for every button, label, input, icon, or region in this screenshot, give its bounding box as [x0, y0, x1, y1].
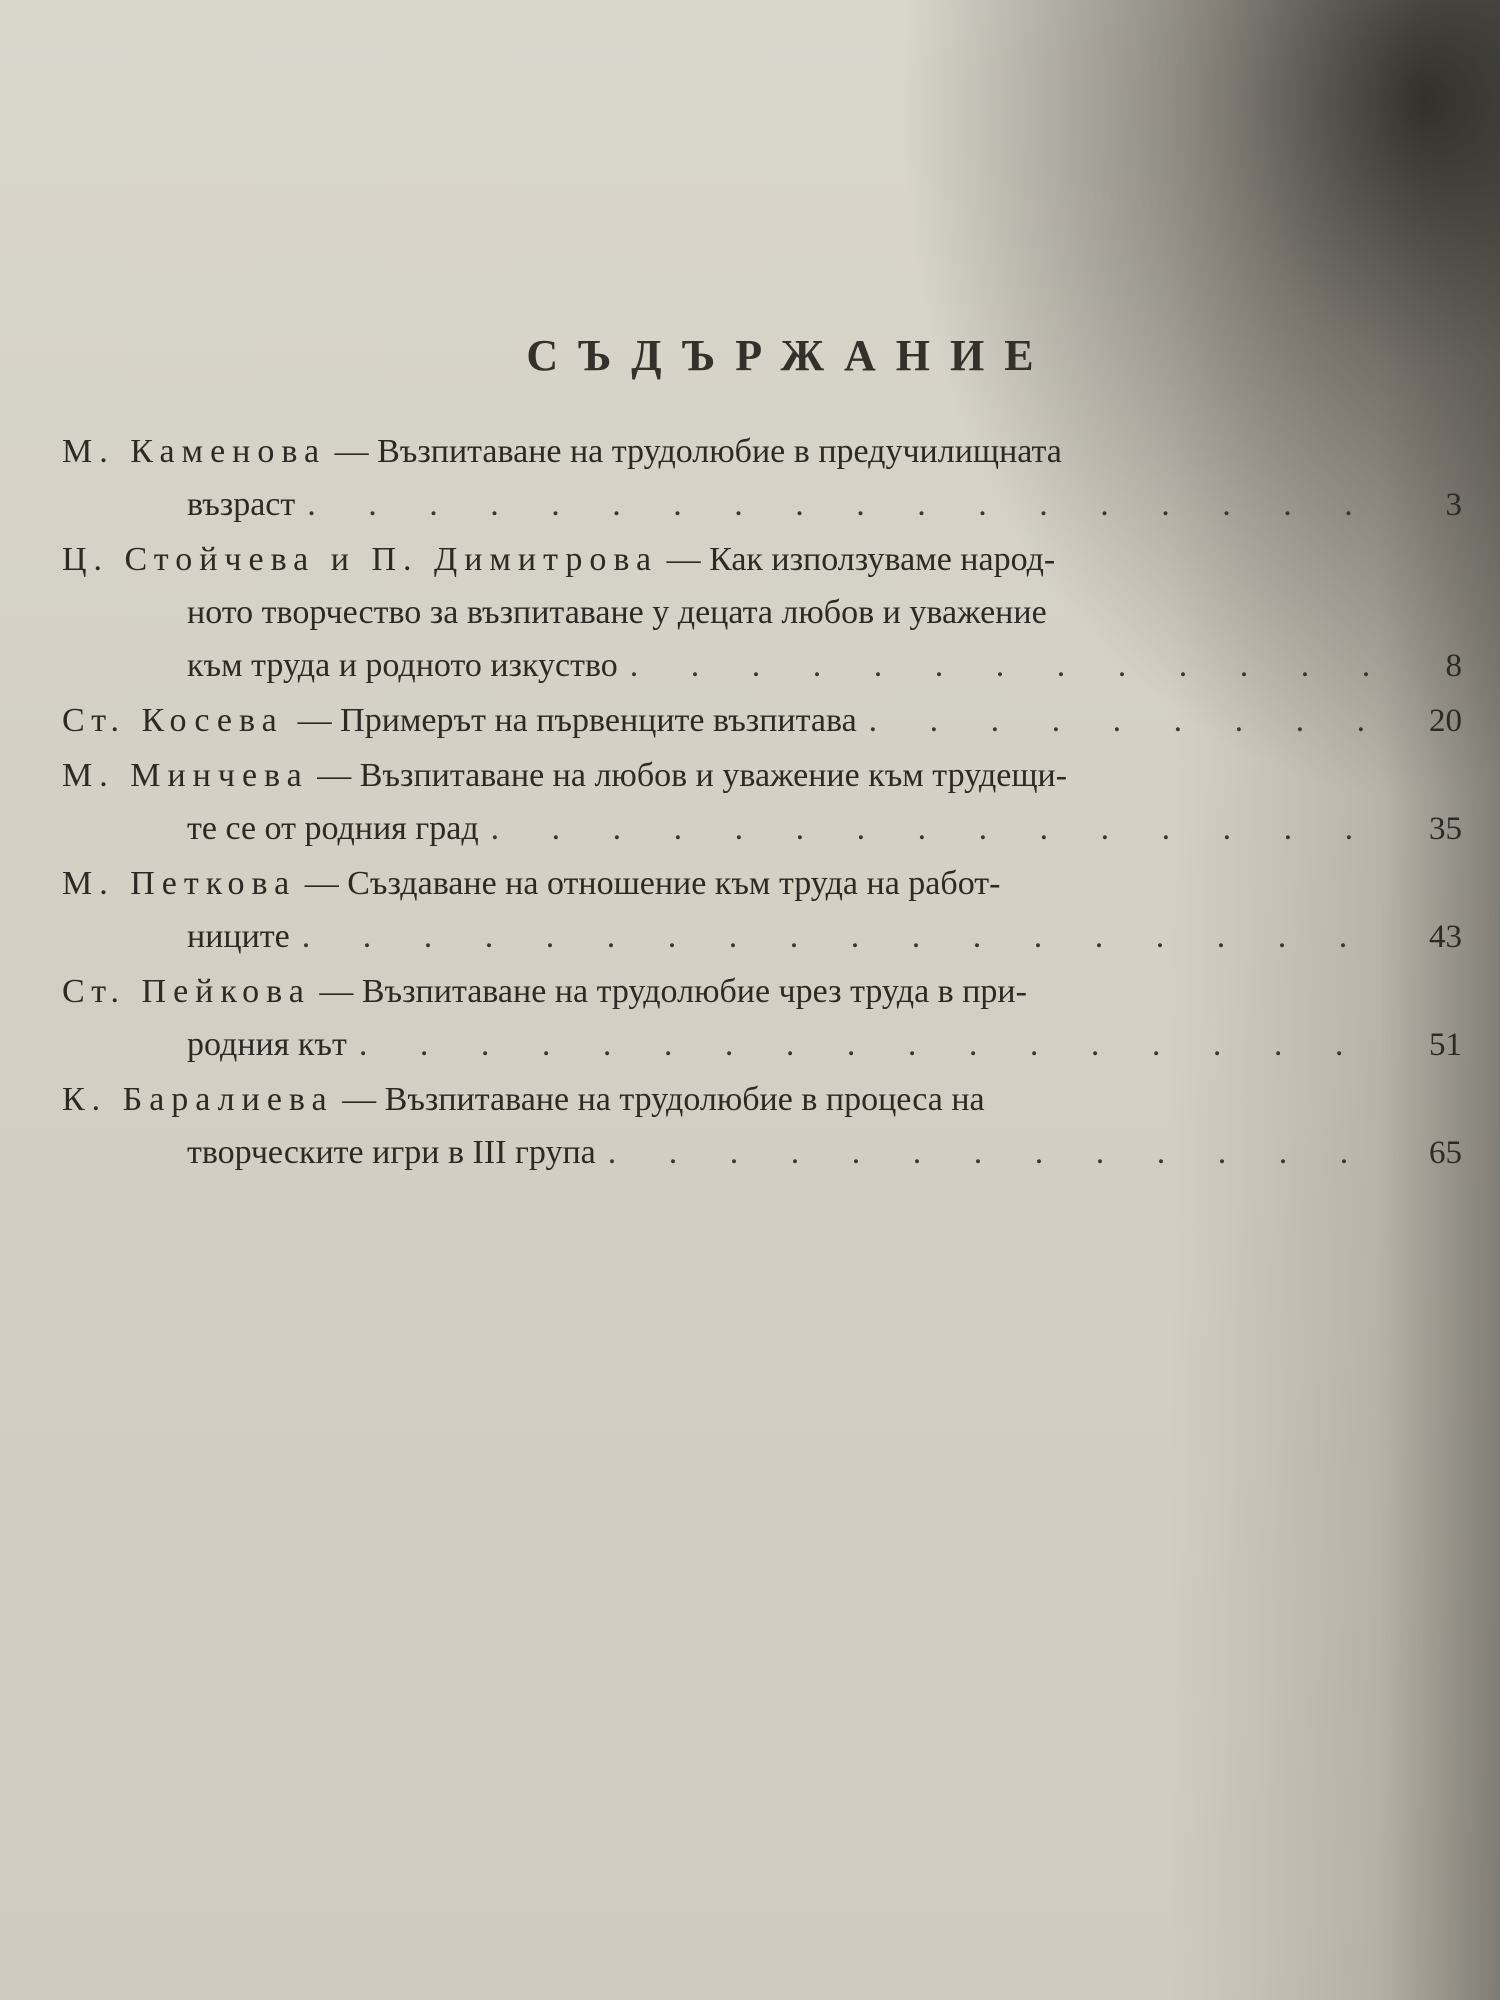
- entry-author: М. Каменова: [62, 433, 327, 470]
- toc-entry: [62, 965, 1462, 1071]
- entry-title-line: възраст: [187, 486, 296, 523]
- table-of-contents: [62, 425, 1462, 1181]
- page-number: 51: [1429, 1027, 1462, 1063]
- entry-title-line: — Възпитаване на трудолюбие чрез труда в при-: [319, 973, 1027, 1010]
- toc-entry: [62, 425, 1462, 531]
- toc-entry: [62, 533, 1462, 692]
- page-number: 43: [1429, 919, 1462, 955]
- dot-leader: [290, 910, 1380, 963]
- page-number: 20: [1429, 703, 1462, 739]
- entry-author: Ц. Стойчева и П. Димитрова: [62, 541, 659, 578]
- entry-title-line: ното творчество за възпитаване у децата любов и уважение: [187, 594, 1047, 631]
- toc-entry: [62, 1073, 1462, 1179]
- page-number: 65: [1429, 1135, 1462, 1171]
- entry-title-line: родния кът: [187, 1026, 347, 1063]
- dot-leader: [596, 1126, 1380, 1179]
- entry-author: Ст. Косева: [62, 702, 284, 739]
- entry-title-line: — Възпитаване на трудолюбие в процеса на: [342, 1081, 985, 1118]
- toc-entry: [62, 749, 1462, 855]
- toc-entry: [62, 857, 1462, 963]
- entry-author: К. Баралиева: [62, 1081, 334, 1118]
- dot-leader: [857, 694, 1380, 747]
- page-number: 8: [1445, 648, 1462, 684]
- toc-entry: [62, 694, 1462, 747]
- entry-title-line: — Създаване на отношение към труда на работ-: [304, 865, 1001, 902]
- entry-title-line: ниците: [187, 918, 290, 955]
- entry-title-line: — Примерът на първенците възпитава: [297, 702, 857, 739]
- dot-leader: [618, 639, 1380, 692]
- dot-leader: [295, 478, 1380, 531]
- entry-title-line: те се от родния град: [187, 810, 479, 847]
- entry-title-line: към труда и родното изкуство: [187, 647, 618, 684]
- entry-title-line: — Как използуваме народ-: [666, 541, 1056, 578]
- entry-author: М. Петкова: [62, 865, 297, 902]
- entry-author: Ст. Пейкова: [62, 973, 311, 1010]
- page-number: 3: [1445, 487, 1462, 523]
- page-number: 35: [1429, 811, 1462, 847]
- entry-title-line: — Възпитаване на трудолюбие в предучилищната: [334, 433, 1062, 470]
- entry-title-line: творческите игри в III група: [187, 1134, 596, 1171]
- page-title: СЪДЪРЖАНИЕ: [526, 331, 1054, 380]
- entry-author: М. Минчева: [62, 757, 309, 794]
- dot-leader: [347, 1018, 1380, 1071]
- entry-title-line: — Възпитаване на любов и уважение към трудещи-: [317, 757, 1068, 794]
- dot-leader: [479, 802, 1380, 855]
